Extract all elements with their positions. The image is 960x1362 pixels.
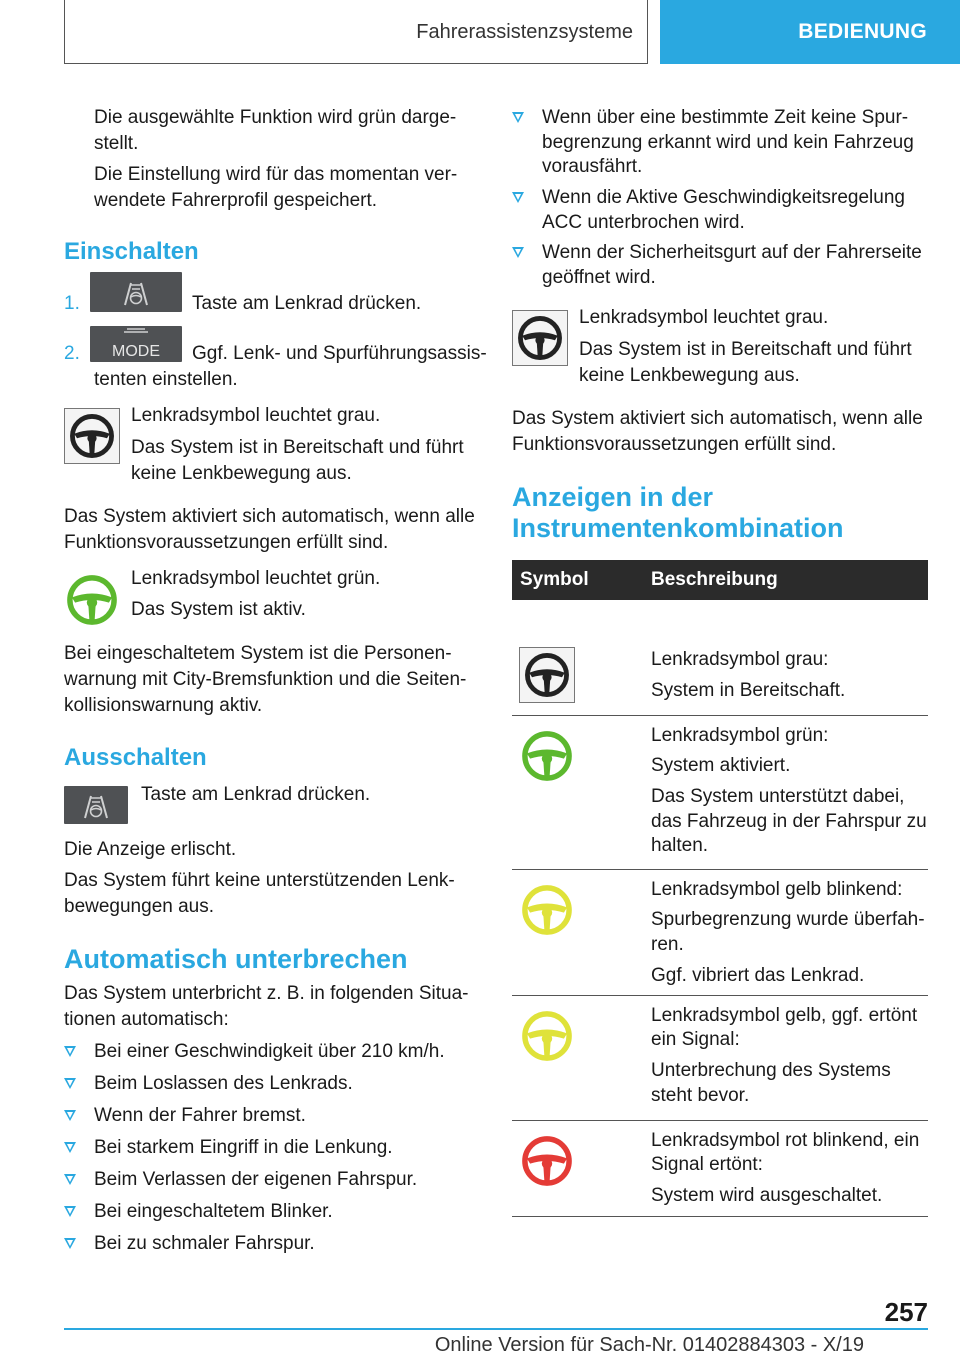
list-item: Bei zu schmaler Fahrspur. (64, 1232, 476, 1264)
list-item: Beim Loslassen des Lenkrads. (64, 1072, 476, 1104)
row-text: steht bevor. (651, 1084, 750, 1106)
steering-wheel-grey-icon (519, 647, 575, 703)
list-item: Beim Verlassen der eigenen Fahrspur. (64, 1168, 476, 1200)
row-text: Lenkradsymbol grau: (651, 649, 829, 670)
intro-line: stellt. (94, 133, 139, 154)
list-item: Bei starkem Eingriff in die Lenkung. (64, 1136, 476, 1168)
interrupt-list-cont (512, 106, 928, 291)
row-text: Lenkradsymbol gelb blinkend: (651, 878, 903, 900)
page-number: 257 (884, 1297, 928, 1327)
row-text: System in Bereitschaft. (651, 679, 846, 701)
row-text: Lenkradsymbol grün: (651, 724, 829, 746)
off-result: Das System führt keine unterstützenden Lenk- (64, 870, 455, 891)
heading-ausschalten: Ausschalten (64, 744, 207, 771)
step-text: Ggf. Lenk- und Spurführungsassis- (192, 343, 487, 364)
heading-einschalten: Einschalten (64, 238, 199, 265)
row-text: ein Signal: (651, 1029, 740, 1051)
table-row (512, 1120, 928, 1216)
mode-label: MODE (112, 343, 160, 360)
interrupt-intro: tionen automatisch: (64, 1009, 229, 1030)
intro-line: Die Einstellung wird für das momentan ver- (94, 164, 458, 185)
table-row (512, 995, 928, 1120)
interrupt-list (64, 1040, 476, 1264)
row-text: Signal ertönt: (651, 1154, 763, 1176)
row-text: halten. (651, 835, 709, 857)
table-row (512, 715, 928, 869)
row-text: das Fahrzeug in der Fahrspur zu (651, 810, 927, 832)
auto-activation: Funktionsvoraussetzungen erfüllt sind. (64, 532, 389, 553)
row-text: Das System unterstützt dabei, (651, 785, 905, 807)
row-text: Ggf. vibriert das Lenkrad. (651, 964, 865, 986)
header-chapter-tab: BEDIENUNG (660, 0, 960, 64)
steering-wheel-grey-icon (512, 310, 568, 366)
row-text: Lenkradsymbol gelb, ggf. ertönt (651, 1004, 918, 1026)
lane-assist-button-icon (90, 272, 182, 312)
auto-activation: Das System aktiviert sich automatisch, wenn alle (64, 506, 475, 527)
row-text: System aktiviert. (651, 755, 791, 777)
list-item: Wenn die Aktive Geschwindigkeitsregelung ACC unterbrochen wird. (512, 186, 928, 235)
step-1 (64, 272, 421, 317)
steering-wheel-grey-icon (64, 408, 120, 464)
off-result: Die Anzeige erlischt. (64, 839, 237, 860)
step-text-cont: tenten einstellen. (94, 369, 238, 390)
grey-status: Lenkradsymbol leuchtet grau. (579, 307, 829, 328)
interrupt-intro: Das System unterbricht z. B. in folgenden Situa- (64, 983, 469, 1004)
footer-text: Online Version für Sach-Nr. 01402884303 - X/19 (434, 1334, 864, 1356)
row-text: System wird ausgeschaltet. (651, 1184, 883, 1206)
row-text: Spurbegrenzung wurde überfah- (651, 909, 925, 931)
steering-wheel-yellow-icon (519, 1008, 575, 1064)
off-instruction: Taste am Lenkrad drücken. (141, 784, 371, 805)
green-status: Das System ist aktiv. (131, 599, 306, 620)
grey-status: Das System ist in Bereitschaft und führt (579, 339, 912, 360)
grey-status: Lenkradsymbol leuchtet grau. (131, 405, 381, 426)
green-status: Lenkradsymbol leuchtet grün. (131, 568, 381, 589)
auto-activation: Funktionsvoraussetzungen erfüllt sind. (512, 434, 837, 455)
footer-divider (64, 1328, 928, 1330)
list-item: Wenn der Fahrer bremst. (64, 1104, 476, 1136)
steering-wheel-green-icon (64, 572, 120, 628)
symbol-table (512, 560, 928, 1217)
table-row (512, 869, 928, 995)
intro-line: wendete Fahrerprofil gespeichert. (94, 190, 378, 211)
step-text: Taste am Lenkrad drücken. (192, 293, 422, 314)
warning-info: kollisionswarnung aktiv. (64, 695, 263, 716)
heading-anzeigen: Anzeigen in der Instrumentenkombination (512, 482, 844, 544)
col-header-symbol: Symbol (512, 560, 651, 600)
warning-info: warnung mit City-Bremsfunktion und die Seiten- (64, 669, 467, 690)
grey-status: keine Lenkbewegung aus. (579, 365, 800, 386)
list-item: Bei einer Geschwindigkeit über 210 km/h. (64, 1040, 476, 1072)
steering-wheel-red-icon (519, 1133, 575, 1189)
table-row (512, 600, 928, 715)
list-item: Wenn der Sicherheitsgurt auf der Fahrerseite geöffnet wird. (512, 241, 928, 290)
step-number: 2. (64, 343, 80, 364)
list-item: Wenn über eine bestimmte Zeit keine Spur- begrenzung erkannt wird und kein Fahrzeug vorausfährt. (512, 106, 928, 180)
steering-wheel-yellow-icon (519, 882, 575, 938)
lane-assist-button-icon (64, 786, 128, 824)
heading-automatisch-unterbrechen: Automatisch unterbrechen (64, 944, 408, 974)
steering-wheel-green-icon (519, 728, 575, 784)
auto-activation: Das System aktiviert sich automatisch, wenn alle (512, 408, 923, 429)
grey-status: Das System ist in Bereitschaft und führt (131, 437, 464, 458)
row-text: Lenkradsymbol rot blinkend, ein (651, 1129, 920, 1151)
step-2 (64, 326, 487, 367)
intro-line: Die ausgewählte Funktion wird grün darge- (94, 107, 457, 128)
row-text: ren. (651, 933, 684, 955)
warning-info: Bei eingeschaltetem System ist die Personen- (64, 643, 452, 664)
list-item: Bei eingeschaltetem Blinker. (64, 1200, 476, 1232)
col-header-description: Beschreibung (651, 560, 928, 600)
step-number: 1. (64, 293, 80, 314)
off-result: bewegungen aus. (64, 896, 215, 917)
row-text: Unterbrechung des Systems (651, 1059, 891, 1081)
grey-status: keine Lenkbewegung aus. (131, 463, 352, 484)
mode-button-icon (90, 326, 182, 362)
header-section-title: Fahrerassistenzsysteme (64, 0, 648, 64)
